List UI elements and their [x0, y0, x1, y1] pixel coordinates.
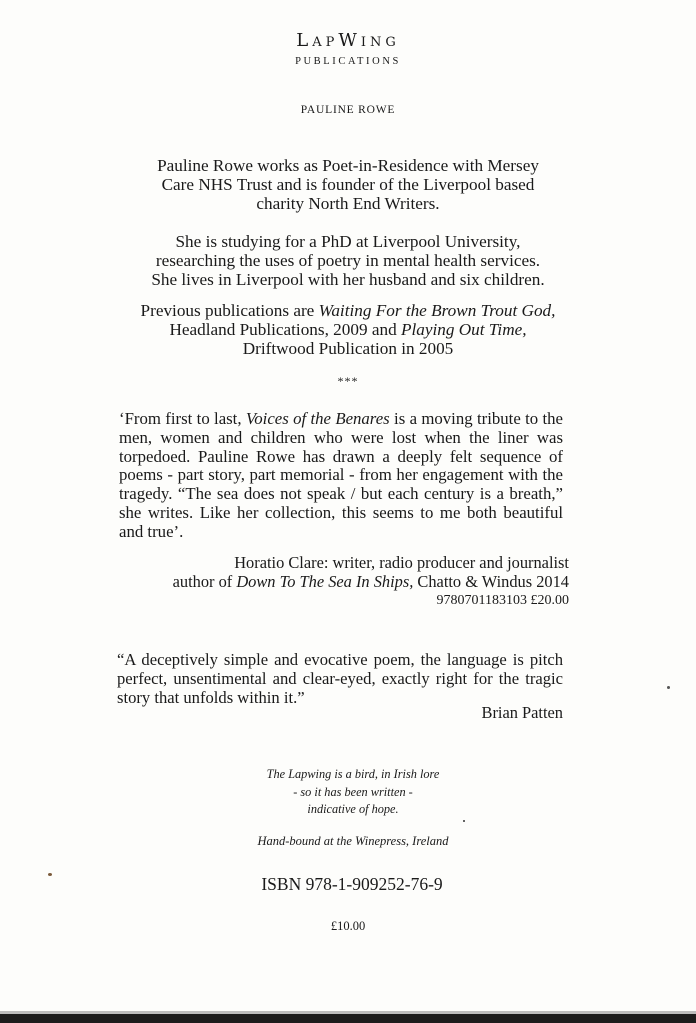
scan-speck — [667, 686, 670, 689]
isbn: ISBN 978-1-909252-76-9 — [261, 874, 443, 894]
bio-line: researching the uses of poetry in mental health services. — [155, 251, 541, 270]
author-name: PAULINE ROWE — [300, 104, 396, 116]
bio-line: She is studying for a PhD at Liverpool University, — [175, 232, 521, 251]
book-title: Voices of the Benares — [245, 409, 390, 428]
book-title: Down To The Sea In Ships, — [236, 572, 414, 591]
bio-paragraph-1 — [0, 156, 696, 213]
review-quote-2: “A deceptively simple and evocative poem, the language is pitch perfect, unsentimental and clear-eyed, exactly right for the tragic story that unfolds within it.” — [117, 650, 563, 707]
attribution-isbn-price: 9780701183103 £20.00 — [436, 593, 569, 608]
attribution-line — [173, 572, 569, 591]
book-title: Waiting For the Brown Trout God, — [318, 301, 556, 320]
bio-line: Care NHS Trust and is founder of the Liverpool based — [161, 175, 535, 194]
bio-line: Pauline Rowe works as Poet-in-Residence with Mersey — [157, 156, 539, 175]
lapwing-note — [10, 766, 696, 819]
attribution-text: author of — [172, 572, 237, 591]
review-attribution-1 — [173, 553, 569, 610]
binding-note: Hand-bound at the Winepress, Ireland — [257, 834, 449, 848]
quote-text: is a moving tribute to the men, women and children who were lost when the liner was torpedoed. Pauline Rowe has drawn a deeply felt sequence of poems - part story, part memorial - from her engagement with the tragedy. “The sea does not speak / but each century is a breath,” she writes. Like her collection, this seems to me both beautiful and true’. — [119, 409, 563, 541]
attribution-line: Horatio Clare: writer, radio producer and journalist — [234, 553, 569, 572]
bio-paragraph-2 — [0, 232, 696, 289]
scan-speck — [48, 873, 52, 876]
publications-line — [0, 320, 696, 339]
review-attribution-2: Brian Patten — [481, 703, 563, 722]
bio-line: She lives in Liverpool with her husband and six children. — [151, 270, 545, 289]
price: £10.00 — [330, 919, 366, 933]
publications-line: Driftwood Publication in 2005 — [242, 339, 454, 358]
publications-line — [0, 301, 696, 320]
publications-text: Headland Publications, 2009 and — [169, 320, 401, 339]
section-separator: *** — [337, 374, 359, 388]
bio-line: charity North End Writers. — [256, 194, 440, 213]
publications-text: Previous publications are — [140, 301, 319, 320]
scan-edge — [0, 1014, 696, 1023]
lapwing-line: - so it has been written - — [293, 784, 413, 799]
quote-text: ‘From first to last, — [119, 409, 246, 428]
publisher-logo: LapWing — [296, 30, 400, 51]
lapwing-line: The Lapwing is a bird, in Irish lore — [266, 767, 440, 781]
previous-publications — [0, 301, 696, 358]
review-quote-1 — [119, 410, 563, 542]
attribution-text: Chatto & Windus 2014 — [413, 572, 569, 591]
book-title: Playing Out Time, — [400, 320, 527, 339]
lapwing-line: indicative of hope. — [307, 802, 399, 816]
publisher-logo-subtitle: PUBLICATIONS — [295, 56, 401, 67]
scan-speck — [463, 820, 465, 822]
